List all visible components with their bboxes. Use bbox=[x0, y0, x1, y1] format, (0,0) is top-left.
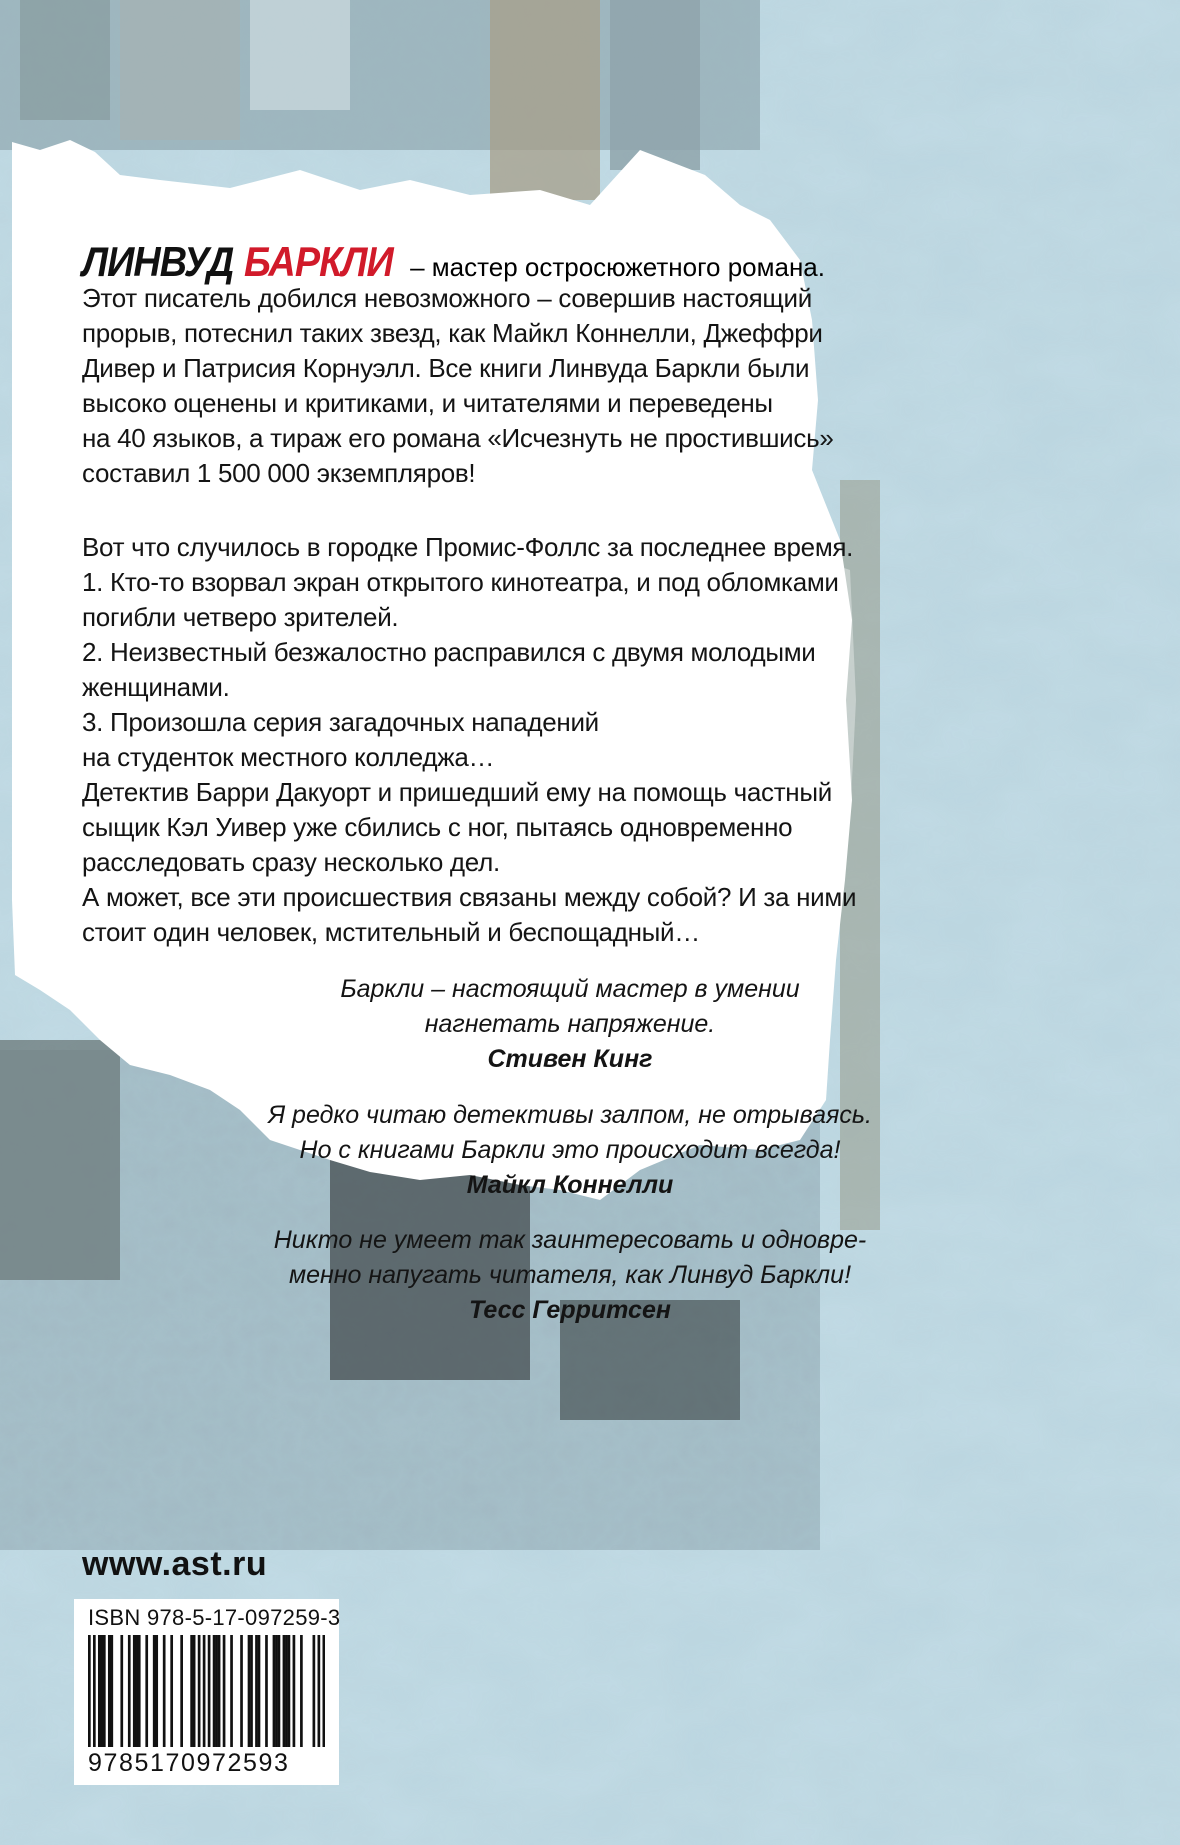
plot-paragraph bbox=[82, 530, 856, 950]
quote-author: Тесс Герритсен bbox=[469, 1296, 671, 1324]
barcode-bar bbox=[128, 1635, 131, 1747]
barcode-bar bbox=[215, 1635, 218, 1747]
barcode-bar bbox=[313, 1635, 316, 1747]
plot-line: 1. Кто-то взорвал экран открытого кинотеатра, и под обломками bbox=[82, 567, 839, 597]
barcode-bar bbox=[103, 1635, 106, 1747]
barcode-bar bbox=[155, 1635, 158, 1747]
isbn-barcode-box bbox=[74, 1599, 339, 1785]
barcode-bar bbox=[153, 1635, 156, 1747]
barcode-bar bbox=[275, 1635, 278, 1747]
barcode-bar bbox=[285, 1635, 288, 1747]
barcode-bar bbox=[293, 1635, 296, 1747]
barcode-bar bbox=[323, 1635, 325, 1747]
barcode-bar bbox=[255, 1635, 258, 1747]
author-tagline: – мастер остросюжетного романа. bbox=[410, 252, 825, 282]
barcode-bar bbox=[288, 1635, 291, 1747]
bio-paragraph bbox=[82, 281, 833, 491]
author-last-name: БАРКЛИ bbox=[243, 238, 393, 285]
bio-line: Дивер и Патрисия Корнуэлл. Все книги Линвуда Баркли были bbox=[82, 353, 810, 383]
barcode-bar bbox=[223, 1635, 226, 1747]
barcode-bar bbox=[93, 1635, 96, 1747]
publisher-website[interactable]: www.ast.ru bbox=[82, 1545, 268, 1583]
bio-line: составил 1 500 000 экземпляров! bbox=[82, 458, 476, 488]
plot-line: женщинами. bbox=[82, 672, 230, 702]
plot-line: расследовать сразу несколько дел. bbox=[82, 847, 500, 877]
barcode-bar bbox=[218, 1635, 221, 1747]
bio-line: прорыв, потеснил таких звезд, как Майкл Коннелли, Джеффри bbox=[82, 318, 823, 348]
plot-line: погибли четверо зрителей. bbox=[82, 602, 399, 632]
barcode-bar bbox=[240, 1635, 243, 1747]
barcode-bar bbox=[250, 1635, 253, 1747]
barcode-bar bbox=[265, 1635, 268, 1747]
barcode-bar bbox=[100, 1635, 103, 1747]
barcode-bar bbox=[88, 1635, 91, 1747]
barcode-bar bbox=[98, 1635, 101, 1747]
barcode-bar bbox=[110, 1635, 113, 1747]
author-headline bbox=[82, 238, 825, 286]
barcode-bar bbox=[145, 1635, 148, 1747]
plot-line: Вот что случилось в городке Промис-Фоллс за последнее время. bbox=[82, 532, 854, 562]
quote-author: Стивен Кинг bbox=[487, 1045, 653, 1073]
plot-line: А может, все эти происшествия связаны между собой? И за ними bbox=[82, 882, 857, 912]
barcode-bar bbox=[133, 1635, 136, 1747]
bio-line: Этот писатель добился невозможного – совершив настоящий bbox=[82, 283, 812, 313]
barcode-bar bbox=[198, 1635, 201, 1747]
plot-line: сыщик Кэл Уивер уже сбились с ног, пытаясь одновременно bbox=[82, 812, 793, 842]
plot-line: на студенток местного колледжа… bbox=[82, 742, 495, 772]
quote-line: Баркли – настоящий мастер в умении bbox=[340, 975, 800, 1003]
plot-line: 2. Неизвестный безжалостно расправился с двумя молодыми bbox=[82, 637, 816, 667]
barcode-bar bbox=[278, 1635, 281, 1747]
barcode-bar bbox=[180, 1635, 183, 1747]
barcode-bar bbox=[108, 1635, 111, 1747]
barcode-bar bbox=[273, 1635, 276, 1747]
barcode-bars bbox=[88, 1635, 325, 1747]
barcode-bar bbox=[283, 1635, 286, 1747]
barcode-bar bbox=[213, 1635, 216, 1747]
barcode-bar bbox=[248, 1635, 251, 1747]
quote-line: Я редко читаю детективы залпом, не отрываясь. bbox=[268, 1101, 872, 1129]
barcode-bar bbox=[300, 1635, 303, 1747]
barcode-bar bbox=[318, 1635, 321, 1747]
isbn-number: ISBN 978-5-17-097259-3 bbox=[88, 1605, 341, 1630]
barcode-bar bbox=[193, 1635, 196, 1747]
barcode-bar bbox=[170, 1635, 173, 1747]
plot-line: стоит один человек, мстительный и беспощадный… bbox=[82, 917, 700, 947]
plot-line: 3. Произошла серия загадочных нападений bbox=[82, 707, 599, 737]
barcode-bar bbox=[190, 1635, 193, 1747]
quote-author: Майкл Коннелли bbox=[466, 1171, 674, 1199]
review-quote bbox=[260, 1223, 880, 1328]
barcode-bar bbox=[163, 1635, 166, 1747]
barcode-digits: 9785170972593 bbox=[88, 1749, 290, 1777]
quote-line: Но с книгами Баркли это происходит всегда! bbox=[299, 1136, 841, 1164]
plot-line: Детектив Барри Дакуорт и пришедший ему на помощь частный bbox=[82, 777, 832, 807]
review-quote bbox=[260, 1098, 880, 1203]
barcode-bar bbox=[135, 1635, 138, 1747]
barcode-bar bbox=[208, 1635, 211, 1747]
bio-line: высоко оценены и критиками, и читателями и переведены bbox=[82, 388, 773, 418]
barcode-bar bbox=[230, 1635, 233, 1747]
quote-line: нагнетать напряжение. bbox=[424, 1010, 716, 1038]
review-quote bbox=[260, 972, 880, 1077]
barcode-bar bbox=[138, 1635, 141, 1747]
barcode-bar bbox=[258, 1635, 261, 1747]
bio-line: на 40 языков, а тираж его романа «Исчезнуть не простившись» bbox=[82, 423, 834, 453]
quote-line: Никто не умеет так заинтересовать и одновре- bbox=[273, 1226, 867, 1254]
author-first-name: ЛИНВУД bbox=[82, 238, 234, 285]
barcode-bar bbox=[203, 1635, 206, 1747]
quote-line: менно напугать читателя, как Линвуд Баркли! bbox=[288, 1261, 852, 1289]
barcode-bar bbox=[120, 1635, 123, 1747]
